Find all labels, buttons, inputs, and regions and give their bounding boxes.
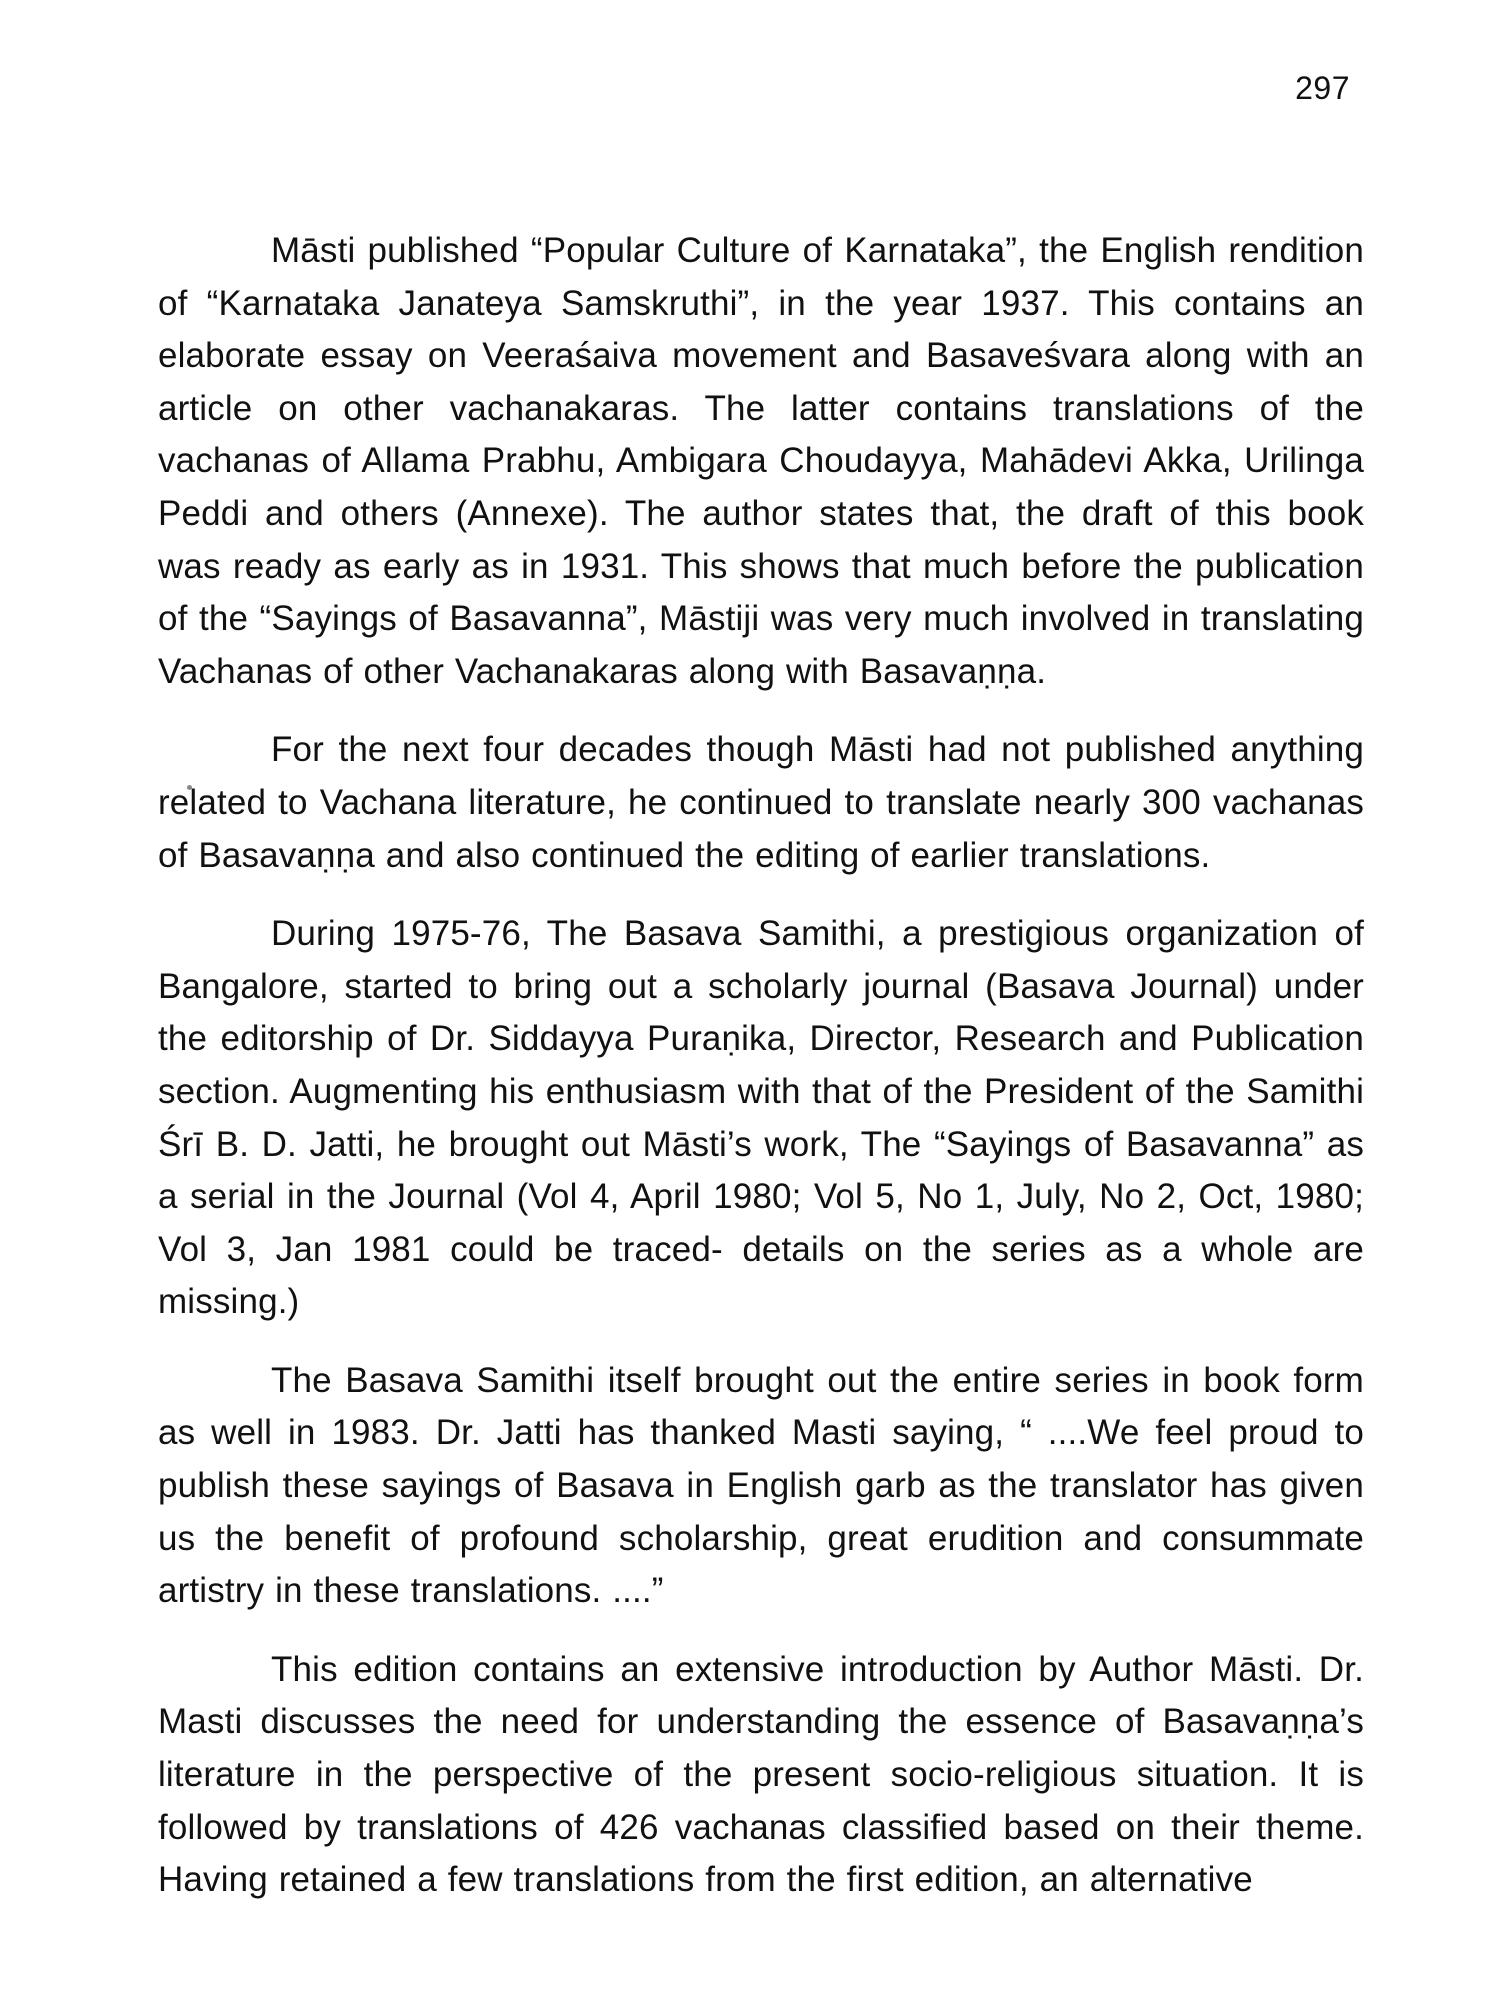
body-text: [158, 225, 1364, 1907]
paragraph-book-form-1983: The Basava Samithi itself brought out the entire series in book form as well in 1983. Dr. Jatti has thanked Masti saying, “ ....We feel proud to publish these sayings of Basava in English garb as the translator has given us the benefit of profound scholarship, great erudition and consummate artistry in these translations. ....”: [158, 1360, 1364, 1611]
paragraph-basava-journal: During 1975-76, The Basava Samithi, a prestigious organization of Bangalore, started to bring out a scholarly journal (Basava Journal) under the editorship of Dr. Siddayya Puraṇika, Director, Research and Publication section. Augmenting his enthusiasm with that of the President of the Samithi Śrī B. D. Jatti, he brought out Māsti’s work, The “Sayings of Basavanna” as a serial in the Journal (Vol 4, April 1980; Vol 5, No 1, July, No 2, Oct, 1980; Vol 3, Jan 1981 could be traced- details on the series as a whole are missing.): [158, 914, 1364, 1322]
paragraph-edition-introduction: This edition contains an extensive introduction by Author Māsti. Dr. Masti discusses the need for understanding the essence of Basavaṇṇa’s literature in the perspective of the present socio-religious situation. It is followed by translations of 426 vachanas classified based on their theme. Having retained a few translations from the first edition, an alternative: [158, 1649, 1364, 1900]
page-number: 297: [1295, 70, 1350, 106]
paragraph-popular-culture: Māsti published “Popular Culture of Karnataka”, the English rendition of “Karnataka Janateya Samskruthi”, in the year 1937. This contains an elaborate essay on Veeraśaiva movement and Basaveśvara along with an article on other vachanakaras. The latter contains translations of the vachanas of Allama Prabhu, Ambigara Choudayya, Mahādevi Akka, Urilinga Peddi and others (Annexe). The author states that, the draft of this book was ready as early as in 1931. This shows that much before the publication of the “Sayings of Basavanna”, Māstiji was very much involved in translating Vachanas of other Vachanakaras along with Basavaṇṇa.: [158, 231, 1364, 691]
paragraph-four-decades: For the next four decades though Māsti had not published anything related to Vachana literature, he continued to translate nearly 300 vachanas of Basavaṇṇa and also continued the editing of earlier translations.: [158, 730, 1364, 875]
